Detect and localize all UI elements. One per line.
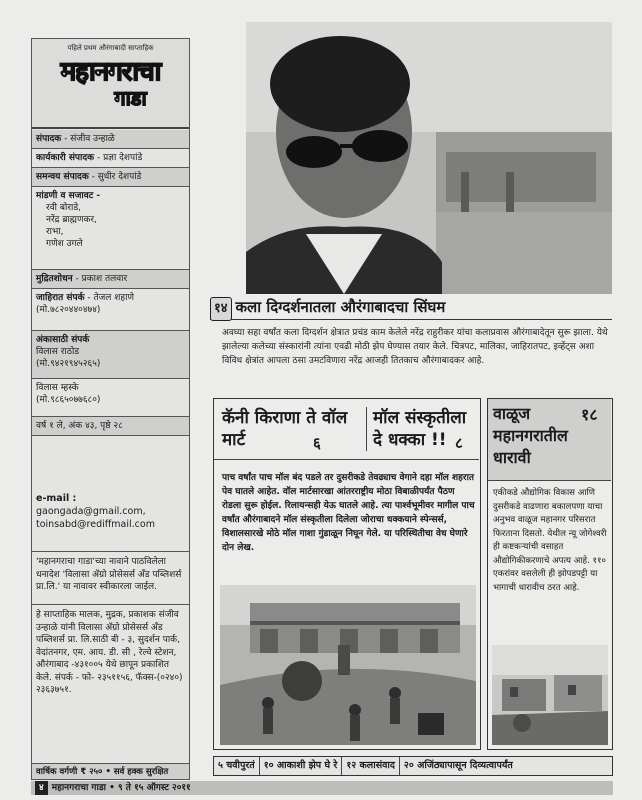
masthead-logo-sub: गाडा xyxy=(114,86,147,110)
credit-vilas: विलास म्हस्के (मो.९८६५०७७६८०) xyxy=(32,379,189,417)
page-number: ६ xyxy=(313,434,321,452)
masthead-logo: महानगराचा xyxy=(60,57,161,87)
divider xyxy=(214,459,479,460)
credit-issue-contact: अंकासाठी संपर्क विलास राठोड (मो.९४२१९४५२६५) xyxy=(32,331,189,379)
footer-page-number: ४ xyxy=(35,781,48,795)
credit-coordinating-editor: समन्वय संपादक - सुधीर देशपांडे xyxy=(32,168,189,187)
page-number: १८ xyxy=(581,405,598,424)
masthead xyxy=(32,39,189,129)
contents-item[interactable]: २० अजिंठ्यापासून दिव्यत्वापर्यंत xyxy=(403,760,513,771)
cheque-note: 'महानगराचा गाडा'च्या नावाने पाठविलेला धनादेश 'विलासा ॲग्रो प्रोसेसर्स ॲंड पब्लिशर्स प्रा.लि.' या नावावर स्वीकारला जाईल. xyxy=(32,551,189,598)
portrait-image xyxy=(246,22,612,294)
credit-ads-contact: जाहिरात संपर्क - तेजल शहाणे (मो.७८२०४४०४७४) xyxy=(32,289,189,331)
contents-item[interactable]: १० आकाशी झेप घे रे xyxy=(260,757,343,775)
construction-photo xyxy=(220,585,476,745)
subscription-price: वार्षिक वर्गणी ₹ २५० • सर्व हक्क सुरक्षित xyxy=(32,763,189,779)
email-heading: e-mail : xyxy=(36,493,77,504)
contents-item[interactable]: १२ कलासंवाद xyxy=(342,757,400,775)
story-headline: मॉल संस्कृतीला दे धक्का !! xyxy=(366,407,478,451)
story-headline: वाळूज महानगरातील धारावी xyxy=(493,404,568,467)
footer-text: महानगराचा गाडा • ९ ते १५ ऑगस्ट २०११ xyxy=(51,783,191,793)
story-body: एकीकडे औद्योगिक विकास आणि दुसरीकडे वाढणारा बकालपणा याचा अनुभव वाळूज महानगर परिसरात फिरताना दिसतो. येथील न्यू जोगेश्वरी ही कष्टकऱ्यांची वसाहत औद्योगिकीकरणाचे अपत्य आहे. ११० एकरांवर वसलेली ही झोपडपट्टी या भागाची धारावीच ठरत आहे. xyxy=(493,488,607,593)
issue-info: वर्ष १ ले, अंक ४३, पृष्ठे २८ xyxy=(32,417,189,436)
page-footer xyxy=(31,781,613,795)
page-number-badge: १४ xyxy=(210,297,232,321)
email-link[interactable]: toinsabd@rediffmail.com xyxy=(36,519,155,530)
credit-layout: मांडणी व सजावट - रवी बोराडे, नरेंद्र ब्राह्मणकर, राभा, गणेश उगले xyxy=(32,187,189,270)
main-lead: अवघ्या सहा वर्षांत कला दिग्दर्शन क्षेत्रात प्रचंड काम केलेले नरेंद्र राहुरीकर यांचा कलाप्रवास औरंगाबादेतून सुरू झाला. येथे झालेल्या कलेच्या संस्कारांनी त्यांना एवढी मोठी झेप घेण्यास तयार केले. चित्रपट, मालिका, जाहिरातपट, इव्हेंट्स अशा विविध क्षेत्रांत आपला ठसा उमटविणारा नरेंद्र आजही तितकाच औरंगाबादकर आहे. xyxy=(222,328,608,366)
editorial-column xyxy=(31,38,190,780)
credit-proofreading: मुद्रितशोधन - प्रकाश तलवार xyxy=(32,270,189,289)
main-headline-text: कला दिग्दर्शनातला औरंगाबादचा सिंघम xyxy=(235,298,446,316)
mall-story-box[interactable] xyxy=(213,398,481,750)
contents-item[interactable]: ५ चवीपुरतं xyxy=(214,757,260,775)
contents-strip xyxy=(213,756,613,776)
slum-photo xyxy=(492,645,608,745)
page-number: ८ xyxy=(455,434,463,452)
story-headline: कॅनी किराणा ते वॉल मार्ट xyxy=(222,408,348,450)
main-headline[interactable] xyxy=(210,296,612,320)
waluj-story-box[interactable] xyxy=(487,398,613,750)
publisher-statement: हे साप्ताहिक मालक, मुद्रक, प्रकाशक संजीव उन्हाळे यांनी विलासा ॲग्रो प्रोसेसर्स ॲंड पब्लिशर्स प्रा. लि.साठी बी - ३, सुदर्शन पार्क, वेदांतनगर, एम. आय. डी. सी , रेल्वे स्टेशन, औरंगाबाद -४३१००५ येथे छापून प्रकाशित केले. संपर्क - फो- २३५११५६, फॅक्स-(०२४०) २३६३७५१. xyxy=(32,604,189,701)
email-contact xyxy=(32,489,189,534)
masthead-tagline: पहिले प्रथम औरंगाबादी साप्ताहिक xyxy=(67,44,154,52)
credit-executive-editor: कार्यकारी संपादक - प्रज्ञा देशपांडे xyxy=(32,149,189,168)
credit-editor: संपादक - संजीव उन्हाळे xyxy=(32,130,189,149)
email-link[interactable]: gaongada@gmail.com, xyxy=(36,506,146,517)
story-header xyxy=(488,399,611,481)
cover-photo xyxy=(246,22,612,294)
story-body: पाच वर्षांत पाच मॉल बंद पडले तर दुसरीकडे तेवढ्याच वेगाने दहा मॉल शहरात पेव घातले आहेत. वॉल मार्टसारखा आंतरराष्ट्रीय मोठा विबाळीपर्यंत पैठण रोडला सुरू होईल. रिलायन्सही येऊ घातले आहे. त्या पार्श्वभूमीवर मागील पाच वर्षांत औरंगाबादने मॉल संस्कृतीला दिलेला जोराचा धक्कयाने स्पेन्सर्स, विशालसारखे मोठे मॉल गाशा गुंडाळून निघून गेले. या परिस्थितीचा वेध घेणारे दोन लेख. xyxy=(222,473,475,553)
